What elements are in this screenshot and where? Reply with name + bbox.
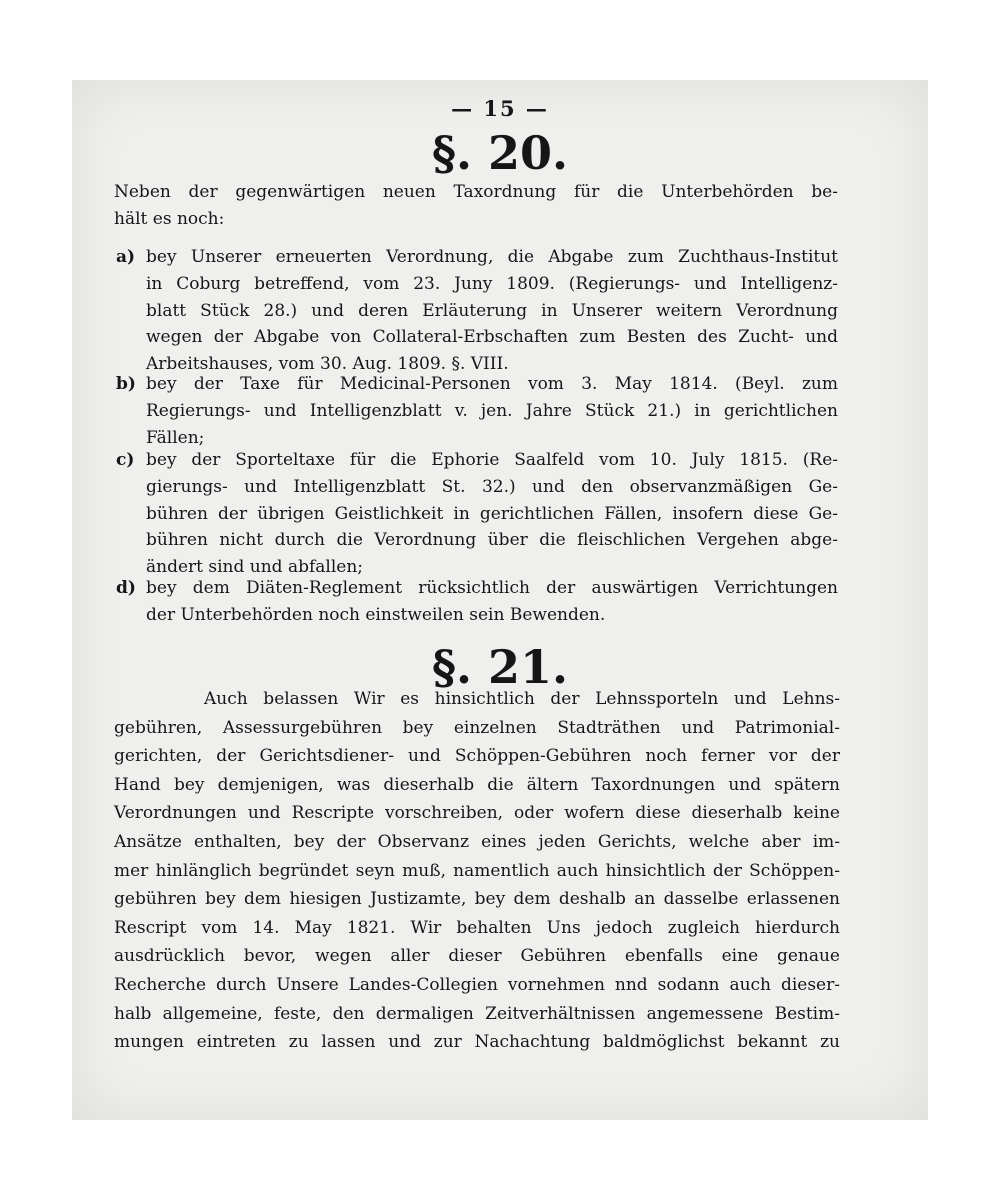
- list-item-label: d): [116, 578, 136, 598]
- section-21-heading: §. 21.: [431, 640, 569, 694]
- list-item-a: [116, 244, 838, 378]
- section-20-intro: [114, 179, 838, 233]
- text-line: Rescript vom 14. May 1821. Wir behalten Uns jedoch zugleich hierdurch: [114, 917, 840, 938]
- text-line: Neben der gegenwärtigen neuen Taxordnung für die Unterbehörden be-: [114, 182, 838, 202]
- text-line: Arbeitshauses, vom 30. Aug. 1809. §. VIII.: [146, 354, 509, 375]
- text-line: blatt Stück 28.) und deren Erläuterung in Unserer weitern Verordnung: [146, 300, 838, 321]
- list-item-label: c): [116, 450, 135, 470]
- text-line: Fällen;: [146, 427, 205, 448]
- text-line: bey Unserer erneuerten Verordnung, die Abgabe zum Zuchthaus-Institut: [146, 247, 838, 267]
- list-item-label: b): [116, 374, 136, 394]
- page-number: — 15 —: [451, 96, 549, 121]
- text-line: mer hinlänglich begründet seyn muß, namentlich auch hinsichtlich der Schöppen-: [114, 860, 840, 881]
- text-line: Regierungs- und Intelligenzblatt v. jen. Jahre Stück 21.) in gerichtlichen: [146, 400, 838, 421]
- section-21-paragraph: [114, 685, 840, 1057]
- text-line: hält es noch:: [114, 208, 225, 229]
- text-line: Hand bey demjenigen, was dieserhalb die ältern Taxordnungen und spätern: [114, 774, 840, 795]
- text-line: gebühren, Assessurgebühren bey einzelnen Stadträthen und Patrimonial-: [114, 717, 840, 738]
- text-line: ausdrücklich bevor, wegen aller dieser Gebühren ebenfalls eine genaue: [114, 946, 840, 967]
- text-line: bühren der übrigen Geistlichkeit in gerichtlichen Fällen, insofern diese Ge-: [146, 503, 838, 524]
- list-item-c: [116, 447, 838, 581]
- text-line: gierungs- und Intelligenzblatt St. 32.) und den observanzmäßigen Ge-: [146, 476, 838, 497]
- list-item-label: a): [116, 247, 136, 267]
- text-line: Ansätze enthalten, bey der Observanz eines jeden Gerichts, welche aber im-: [114, 831, 840, 852]
- text-line: der Unterbehörden noch einstweilen sein Bewenden.: [146, 604, 606, 625]
- text-line: bühren nicht durch die Verordnung über die fleischlichen Vergehen abge-: [146, 530, 838, 551]
- text-line: mungen eintreten zu lassen und zur Nachachtung baldmöglichst bekannt zu: [114, 1032, 840, 1053]
- text-line: ändert sind und abfallen;: [146, 557, 364, 578]
- text-line: halb allgemeine, feste, den dermaligen Zeitverhältnissen angemessene Bestim-: [114, 1003, 840, 1024]
- text-line: wegen der Abgabe von Collateral-Erbschaften zum Besten des Zucht- und: [146, 327, 838, 348]
- text-line: Auch belassen Wir es hinsichtlich der Lehnssporteln und Lehns-: [204, 689, 840, 709]
- text-line: bey der Sporteltaxe für die Ephorie Saalfeld vom 10. July 1815. (Re-: [146, 450, 838, 470]
- text-line: bey dem Diäten-Reglement rücksichtlich der auswärtigen Verrichtungen: [146, 578, 838, 598]
- text-line: in Coburg betreffend, vom 23. Juny 1809. (Regierungs- und Intelligenz-: [146, 273, 838, 294]
- text-line: Verordnungen und Rescripte vorschreiben, oder wofern diese dieserhalb keine: [114, 803, 840, 824]
- text-line: bey der Taxe für Medicinal-Personen vom 3. May 1814. (Beyl. zum: [146, 374, 838, 394]
- section-20-heading: §. 20.: [431, 126, 569, 180]
- text-line: Recherche durch Unsere Landes-Collegien vornehmen nnd sodann auch dieser-: [114, 974, 840, 995]
- text-line: gebühren bey dem hiesigen Justizamte, bey dem deshalb an dasselbe erlassenen: [114, 889, 840, 910]
- list-item-b: [116, 371, 838, 451]
- list-item-d: [116, 575, 838, 629]
- text-line: gerichten, der Gerichtsdiener- und Schöppen-Gebühren noch ferner vor der: [114, 746, 840, 767]
